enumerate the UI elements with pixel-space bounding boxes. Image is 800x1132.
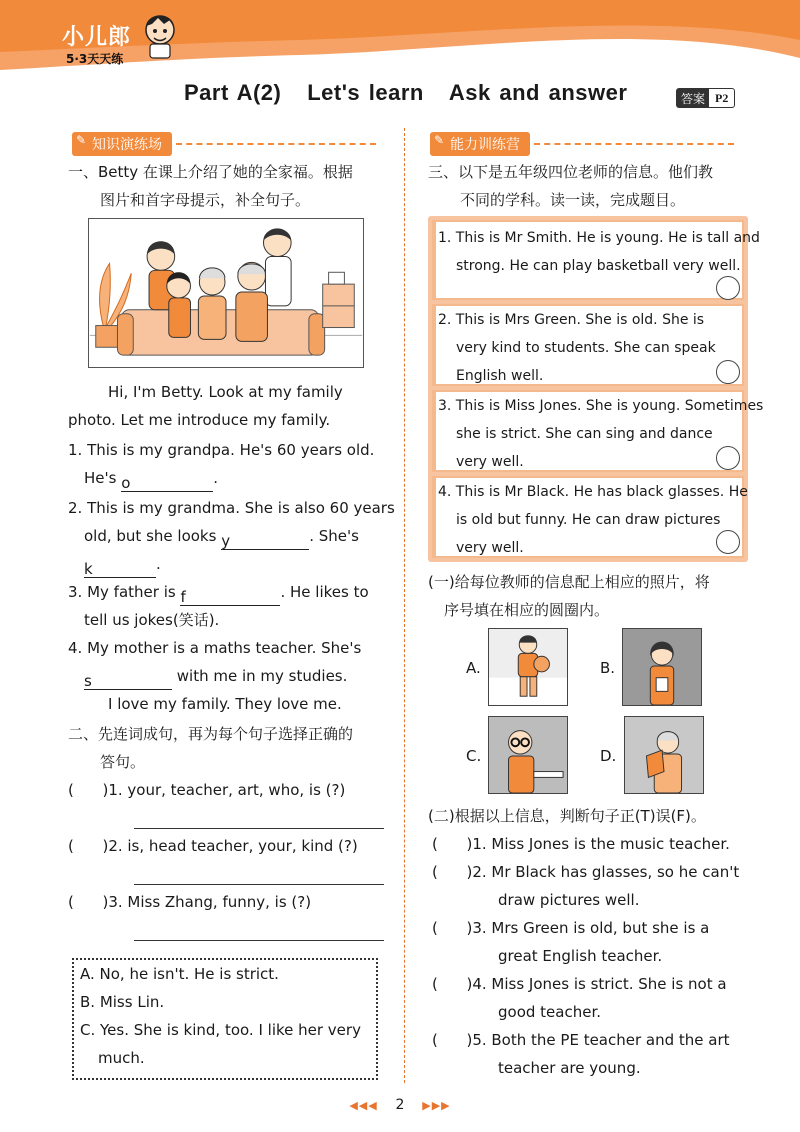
q1-instruction-2: 图片和首字母提示，补全句子。 bbox=[100, 191, 311, 209]
option-a: A. No, he isn't. He is strict. bbox=[80, 965, 279, 983]
answer-tag-page: P2 bbox=[715, 90, 729, 105]
q1-sentence-1b: He's o . bbox=[84, 469, 219, 492]
photo-label-b: B. bbox=[600, 659, 616, 677]
q2-options-box bbox=[72, 958, 378, 1080]
part2-instruction: (二)根据以上信息，判断句子正(T)误(F)。 bbox=[428, 807, 706, 825]
part1-instruction-1: (一)给每位教师的信息配上相应的照片，将 bbox=[428, 573, 710, 591]
next-arrows-icon: ▶▶▶ bbox=[422, 1099, 451, 1112]
q1-sentence-2b: old, but she looks y . She's bbox=[84, 527, 359, 550]
teacher-info-2: 2. This is Mrs Green. She is old. She is very kind to students. She can speak English well. bbox=[432, 304, 744, 386]
q1-sentence-3: 3. My father is f . He likes to bbox=[68, 583, 369, 606]
q3-instruction-2: 不同的学科。读一读，完成题目。 bbox=[460, 191, 686, 209]
teacher-info-4: 4. This is Mr Black. He has black glasses. He is old but funny. He can draw pictures very well. bbox=[432, 476, 744, 558]
q1-intro-1: Hi, I'm Betty. Look at my family bbox=[108, 383, 343, 401]
brand-logo: 小儿郎 bbox=[62, 25, 132, 50]
q2-instruction-2: 答句。 bbox=[100, 753, 146, 771]
q1-sentence-2: 2. This is my grandma. She is also 60 years bbox=[68, 499, 395, 517]
q1-sentence-2c: k . bbox=[84, 555, 161, 578]
answer-tag-label: 答案 bbox=[677, 89, 709, 107]
page-number: 2 bbox=[395, 1097, 405, 1113]
tf-item-4: ( )4. Miss Jones is strict. She is not a bbox=[432, 975, 727, 993]
q2-instruction-1: 二、先连词成句，再为每个句子选择正确的 bbox=[68, 725, 354, 743]
page-footer bbox=[0, 1097, 800, 1113]
q2-item-2: ( )2. is, head teacher, your, kind (?) bbox=[68, 837, 358, 855]
blank-3[interactable]: k bbox=[84, 560, 156, 578]
q1-sentence-4: 4. My mother is a maths teacher. She's bbox=[68, 639, 362, 657]
photo-b-teacher bbox=[622, 628, 702, 706]
page-title: Part A(2) Let's learn Ask and answer bbox=[184, 80, 628, 105]
tf-item-3: ( )3. Mrs Green is old, but she is a bbox=[432, 919, 710, 937]
option-c-cont: much. bbox=[98, 1049, 145, 1067]
section-header-right bbox=[430, 132, 734, 156]
q3-instruction-1: 三、以下是五年级四位老师的信息。他们教 bbox=[428, 163, 714, 181]
tf-item-5: ( )5. Both the PE teacher and the art bbox=[432, 1031, 730, 1049]
photo-label-a: A. bbox=[466, 659, 481, 677]
family-photo bbox=[88, 218, 364, 368]
tf-item-2: ( )2. Mr Black has glasses, so he can't bbox=[432, 863, 740, 881]
q1-sentence-3c: tell us jokes(笑话). bbox=[84, 611, 220, 629]
circle-2[interactable] bbox=[716, 360, 740, 384]
tf-item-2-cont: draw pictures well. bbox=[498, 891, 640, 909]
photo-label-c: C. bbox=[466, 747, 482, 765]
photo-label-d: D. bbox=[600, 747, 617, 765]
photo-a-basketball bbox=[488, 628, 568, 706]
prev-arrows-icon: ◀◀◀ bbox=[349, 1099, 378, 1112]
photo-d-reading bbox=[624, 716, 704, 794]
option-c: C. Yes. She is kind, too. I like her very bbox=[80, 1021, 361, 1039]
q2-answer-line-1[interactable] bbox=[134, 828, 384, 829]
teacher-info-1: 1. This is Mr Smith. He is young. He is tall and strong. He can play basketball very well. bbox=[432, 220, 744, 300]
q1-sentence-1: 1. This is my grandpa. He's 60 years old. bbox=[68, 441, 375, 459]
q2-item-3: ( )3. Miss Zhang, funny, is (?) bbox=[68, 893, 312, 911]
q1-intro-2: photo. Let me introduce my family. bbox=[68, 411, 331, 429]
tf-item-4-cont: good teacher. bbox=[498, 1003, 602, 1021]
column-divider bbox=[404, 128, 405, 1083]
q1-instruction-1: 一、Betty 在课上介绍了她的全家福。根据 bbox=[68, 163, 353, 181]
blank-2[interactable]: y bbox=[221, 532, 309, 550]
q1-sentence-4b: s with me in my studies. bbox=[84, 667, 348, 690]
circle-3[interactable] bbox=[716, 446, 740, 470]
section-title-left: ✎ 知识演练场 bbox=[72, 132, 172, 156]
tf-item-3-cont: great English teacher. bbox=[498, 947, 663, 965]
blank-4[interactable]: f bbox=[180, 588, 280, 606]
q2-item-1: ( )1. your, teacher, art, who, is (?) bbox=[68, 781, 346, 799]
tf-item-1: ( )1. Miss Jones is the music teacher. bbox=[432, 835, 730, 853]
brand-subtitle: 5·3天天练 bbox=[66, 52, 124, 66]
mascot-icon bbox=[140, 10, 180, 60]
section-title-right: ✎ 能力训练营 bbox=[430, 132, 530, 156]
q1-closing: I love my family. They love me. bbox=[108, 695, 342, 713]
photo-c-glasses bbox=[488, 716, 568, 794]
q2-answer-line-3[interactable] bbox=[134, 940, 384, 941]
part1-instruction-2: 序号填在相应的圆圈内。 bbox=[444, 601, 610, 619]
answer-tag bbox=[676, 88, 735, 108]
section-header-left bbox=[72, 132, 376, 156]
tf-item-5-cont: teacher are young. bbox=[498, 1059, 641, 1077]
q2-answer-line-2[interactable] bbox=[134, 884, 384, 885]
circle-4[interactable] bbox=[716, 530, 740, 554]
teacher-info-3: 3. This is Miss Jones. She is young. Sometimes she is strict. She can sing and dance very well. bbox=[432, 390, 744, 472]
option-b: B. Miss Lin. bbox=[80, 993, 165, 1011]
blank-1[interactable]: o bbox=[121, 474, 213, 492]
circle-1[interactable] bbox=[716, 276, 740, 300]
blank-5[interactable]: s bbox=[84, 672, 172, 690]
